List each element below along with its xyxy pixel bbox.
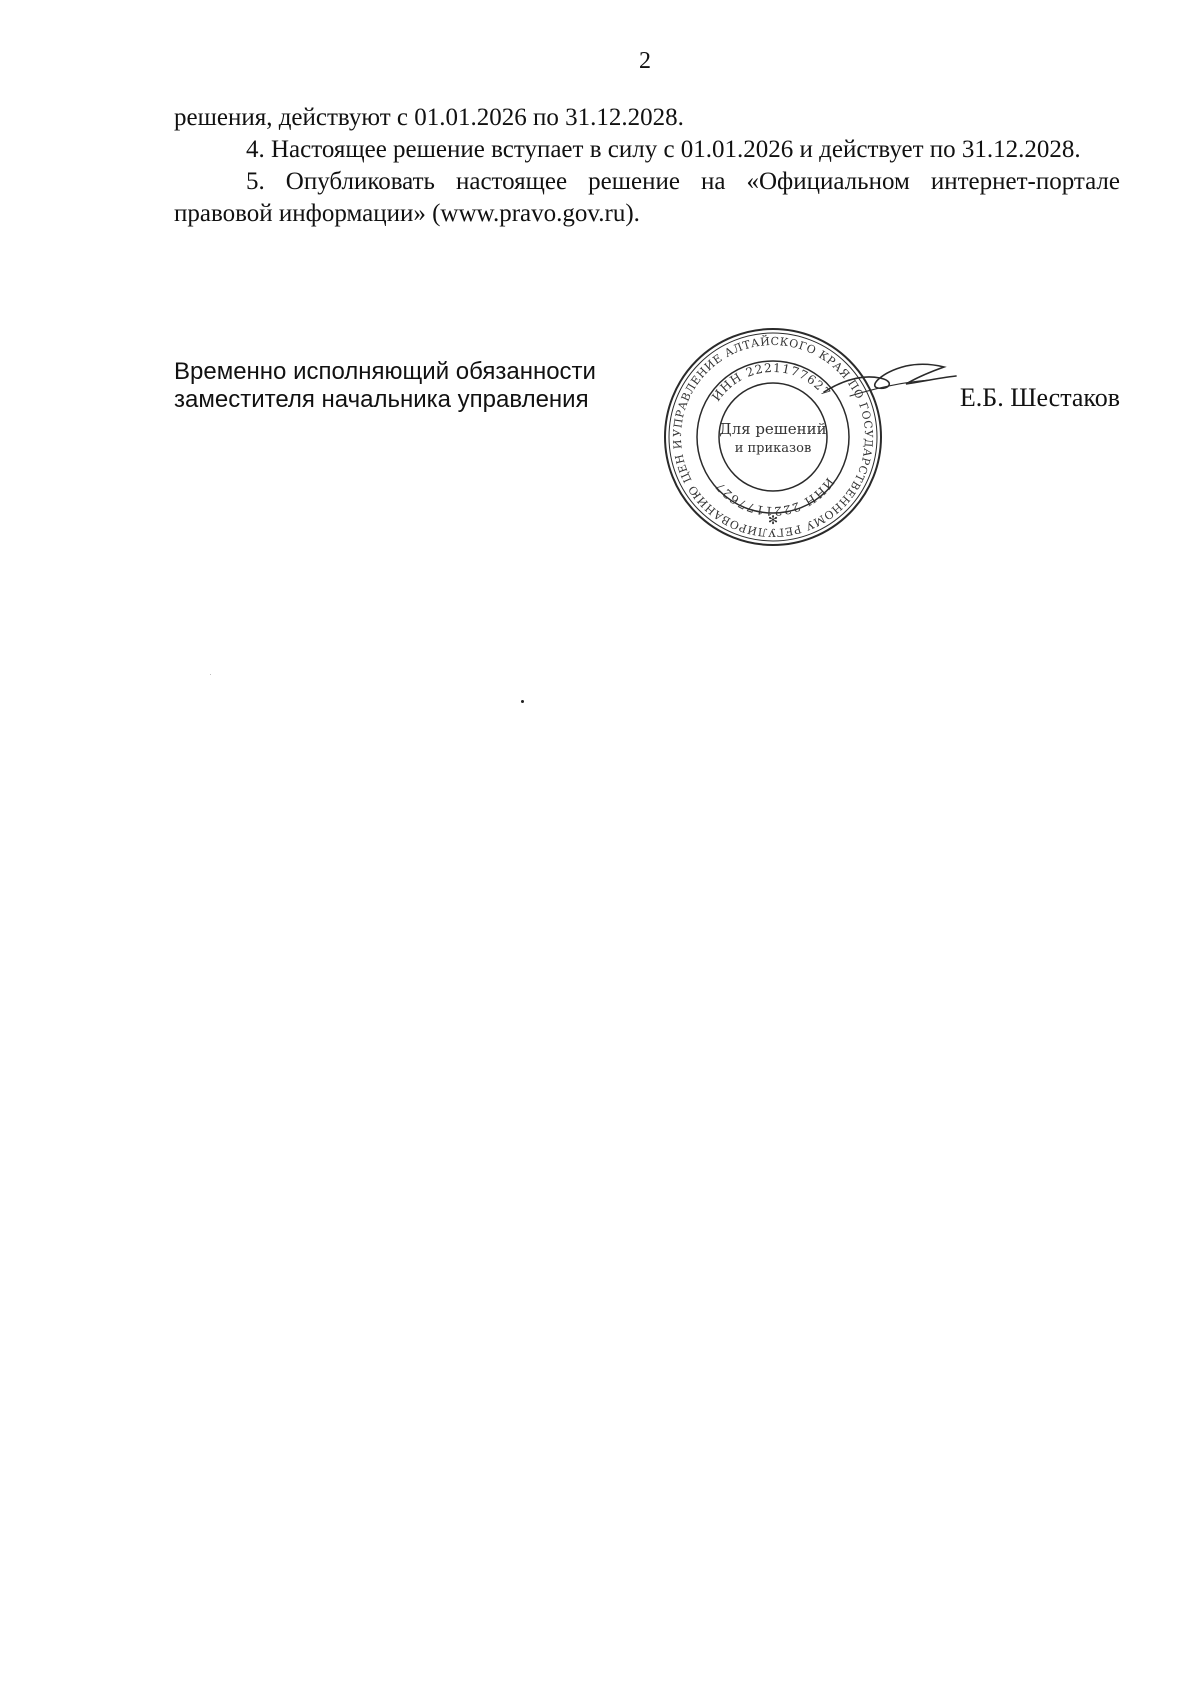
signatory-position-line-1: Временно исполняющий обязанности bbox=[174, 358, 596, 385]
scan-speck bbox=[210, 674, 211, 675]
signatory-name: Е.Б. Шестаков bbox=[959, 383, 1120, 412]
stamp-outer-text: УПРАВЛЕНИЕ АЛТАЙСКОГО КРАЯ ПО ГОСУДАРСТВЕННОМУ РЕГУЛИРОВАНИЮ ЦЕН И bbox=[670, 334, 876, 540]
scan-speck bbox=[521, 700, 524, 703]
stamp-center-line-1: Для решений bbox=[719, 420, 827, 438]
document-body bbox=[174, 102, 1120, 230]
page-number: 2 bbox=[639, 48, 651, 74]
paragraph-5: 5. Опубликовать настоящее решение на «Официальном интернет-портале правовой информации» (www.pravo.gov.ru). bbox=[174, 168, 1120, 227]
handwritten-signature bbox=[820, 352, 960, 408]
paragraph-continuation: решения, действуют с 01.01.2026 по 31.12.2028. bbox=[174, 104, 684, 131]
stamp-center-line-2: и приказов bbox=[734, 441, 812, 456]
signatory-position bbox=[174, 358, 596, 414]
paragraph-4: 4. Настоящее решение вступает в силу с 01.01.2026 и действует по 31.12.2028. bbox=[246, 136, 1081, 163]
signature-icon bbox=[820, 352, 960, 408]
stamp-inn-top: ИНН 2221177627 bbox=[709, 360, 834, 404]
stamp-inn-bottom: ИНН 2221177627 bbox=[712, 475, 837, 519]
signatory-position-line-2: заместителя начальника управления bbox=[174, 386, 589, 413]
stamp-star-icon: ✻ bbox=[767, 513, 779, 527]
